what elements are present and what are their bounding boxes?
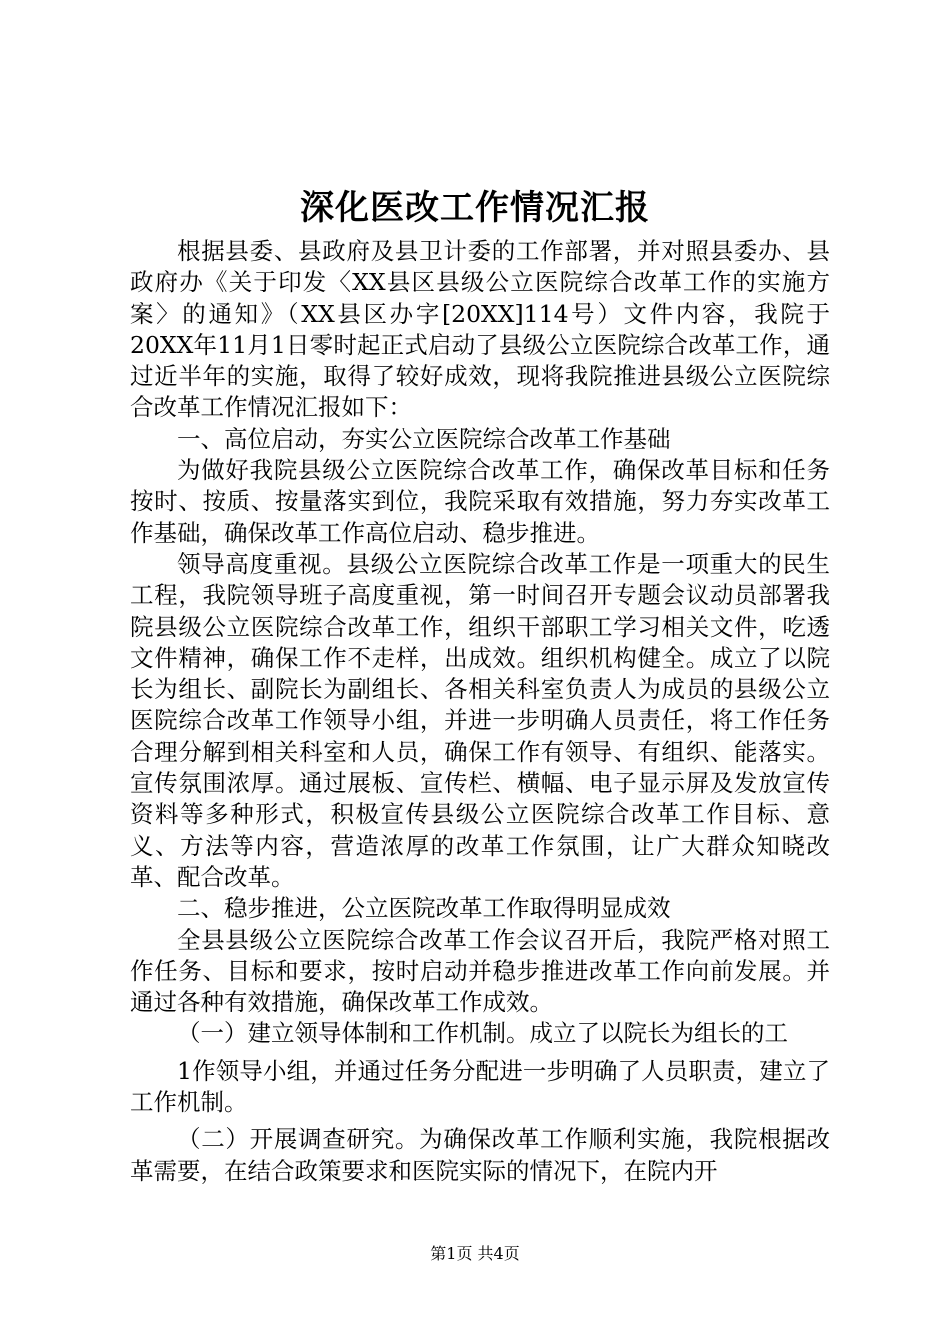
- document-title: 深化医改工作情况汇报: [300, 188, 650, 228]
- paragraph-item-2: （二）开展调查研究。为确保改革工作顺利实施，我院根据改革需要，在结合政策要求和医院实际的情况下，在院内开: [130, 1125, 830, 1185]
- paragraph-section-2-intro: 全县县级公立医院综合改革工作会议召开后，我院严格对照工作任务、目标和要求，按时启动并稳步推进改革工作向前发展。并通过各种有效措施，确保改革工作成效。: [130, 925, 830, 1017]
- document-body: [130, 236, 830, 1187]
- paragraph-intro: 根据县委、县政府及县卫计委的工作部署，并对照县委办、县政府办《关于印发〈XX县区县级公立医院综合改革工作的实施方案〉的通知》（XX县区办字[20XX]114号）文件内容，我院于20XX年11月1日零时起正式启动了县级公立医院综合改革工作，通过近半年的实施，取得了较好成效，现将我院推进县级公立医院综合改革工作情况汇报如下：: [130, 237, 830, 422]
- section-heading-2: 二、稳步推进，公立医院改革工作取得明显成效: [177, 894, 671, 923]
- page-footer: 第1页 共4页: [430, 1244, 520, 1263]
- paragraph-item-1: （一）建立领导体制和工作机制。成立了以院长为组长的工: [177, 1019, 788, 1048]
- section-heading-1: 一、高位启动，夯实公立医院综合改革工作基础: [177, 424, 671, 453]
- paragraph-item-1-continued: 1作领导小组，并通过任务分配进一步明确了人员职责，建立了工作机制。: [130, 1056, 830, 1117]
- paragraph-leadership: 领导高度重视。县级公立医院综合改革工作是一项重大的民生工程，我院领导班子高度重视，第一时间召开专题会议动员部署我院县级公立医院综合改革工作，组织干部职工学习相关文件，吃透文件精神，确保工作不走样，出成效。组织机构健全。成立了以院长为组长、副院长为副组长、各相关科室负责人为成员的县级公立医院综合改革工作领导小组，并进一步明确人员责任，将工作任务合理分解到相关科室和人员，确保工作有领导、有组织、能落实。宣传氛围浓厚。通过展板、宣传栏、横幅、电子显示屏及发放宣传资料等多种形式，积极宣传县级公立医院综合改革工作目标、意义、方法等内容，营造浓厚的改革工作氛围，让广大群众知晓改革、配合改革。: [130, 549, 830, 891]
- paragraph-section-1-intro: 为做好我院县级公立医院综合改革工作，确保改革目标和任务按时、按质、按量落实到位，我院采取有效措施，努力夯实改革工作基础，确保改革工作高位启动、稳步推进。: [130, 456, 830, 547]
